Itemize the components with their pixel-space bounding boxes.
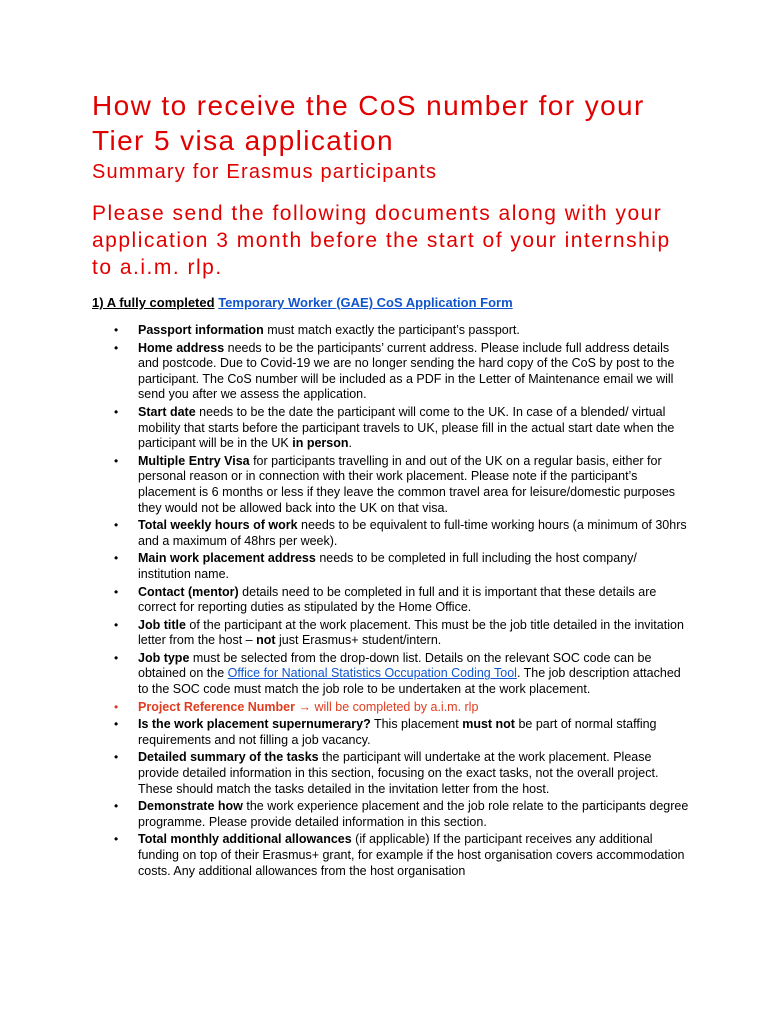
item-label: Start date bbox=[138, 404, 196, 419]
page-title: How to receive the CoS number for your Tier 5 visa application bbox=[92, 90, 645, 156]
item-text: must be selected from the drop-down list. Details on the relevant SOC code can be obtained on the bbox=[138, 650, 652, 681]
item-label: Multiple Entry Visa bbox=[138, 453, 250, 468]
bullet: • bbox=[114, 832, 119, 847]
item-text: needs to be equivalent to full-time working hours (a minimum of 30hrs and a maximum of 48hrs per week). bbox=[138, 518, 687, 548]
bullet: • bbox=[114, 617, 119, 632]
item-text: needs to be the date the participant will come to the UK. In case of a blended/ virtual mobility that starts before the participant travels to UK, please fill in the actual start date when the participant will be in the UK bbox=[138, 404, 675, 451]
item-text: needs to be completed in full including the host company/ institution name. bbox=[138, 551, 637, 581]
page-subtitle: Summary for Erasmus participants bbox=[92, 161, 438, 183]
instruction-text: Please send the following documents along with your application 3 month before the start of your internship to a.i.m. rlp. bbox=[92, 202, 671, 279]
item-label: Main work placement address bbox=[138, 551, 316, 566]
item-text: . The job description attached to the SOC code must match the job role to be undertaken at the work placement. bbox=[138, 666, 681, 697]
section-1-number: 1) A fully completed bbox=[92, 295, 215, 310]
requirements-list bbox=[92, 323, 692, 879]
list-item bbox=[92, 651, 692, 698]
bullet: • bbox=[114, 323, 119, 337]
item-text: must match exactly the participant’s passport. bbox=[263, 323, 520, 337]
list-item bbox=[92, 405, 692, 452]
item-text: the work experience placement and the job role relate to the participants degree programme. Please provide detailed information in this section. bbox=[138, 799, 689, 829]
item-label: Demonstrate how bbox=[138, 799, 243, 814]
bullet: • bbox=[114, 551, 119, 566]
application-form-link[interactable]: Temporary Worker (GAE) CoS Application Form bbox=[218, 295, 513, 310]
bullet: • bbox=[114, 699, 119, 714]
item-text: This placement bbox=[370, 717, 463, 732]
bullet: • bbox=[114, 650, 119, 665]
bullet: • bbox=[114, 799, 119, 814]
list-item bbox=[92, 700, 692, 716]
item-text: of the participant at the work placement. This must be the job title detailed in the invitation letter from the host – bbox=[138, 617, 684, 648]
list-item bbox=[92, 341, 692, 403]
bullet: • bbox=[114, 453, 119, 468]
list-item bbox=[92, 618, 692, 649]
item-text: the participant will undertake at the work placement. Please provide detailed information in this section, focusing on the exact tasks, not the overall project. These should match the tasks detailed in the invitation letter from the host. bbox=[138, 750, 659, 796]
list-item bbox=[92, 799, 692, 830]
list-item bbox=[92, 323, 692, 339]
list-item bbox=[92, 518, 692, 549]
item-label: Total monthly additional allowances bbox=[138, 832, 352, 847]
document-content bbox=[92, 88, 692, 881]
section-1-heading bbox=[92, 295, 692, 311]
list-item bbox=[92, 832, 692, 879]
item-label: Detailed summary of the tasks bbox=[138, 750, 319, 765]
item-label: Passport information bbox=[138, 323, 264, 337]
bullet: • bbox=[114, 340, 119, 355]
bullet: • bbox=[114, 584, 119, 599]
item-text: just Erasmus+ student/intern. bbox=[275, 633, 442, 648]
item-label: Is the work placement supernumerary? bbox=[138, 717, 371, 732]
item-text: . bbox=[348, 436, 352, 451]
bullet: • bbox=[114, 518, 119, 533]
list-item bbox=[92, 454, 692, 516]
item-text: details need to be completed in full and it is important that these details are correct for reporting duties as stipulated by the Home Office. bbox=[138, 584, 657, 615]
item-label: Contact (mentor) bbox=[138, 584, 239, 599]
bullet: • bbox=[114, 750, 119, 765]
item-text: (if applicable) If the participant receives any additional funding on top of their Erasmus+ grant, for example if the host organisation covers accommodation costs. Any additional allowances from the host organisation bbox=[138, 832, 685, 878]
list-item bbox=[92, 717, 692, 748]
item-text: → will be completed by a.i.m. rlp bbox=[295, 699, 479, 714]
item-label: Home address bbox=[138, 340, 225, 355]
occupation-coding-tool-link[interactable]: Office for National Statistics Occupation Coding Tool bbox=[227, 666, 517, 681]
list-item bbox=[92, 750, 692, 797]
list-item bbox=[92, 585, 692, 616]
item-label: Job type bbox=[138, 650, 190, 665]
item-emphasis: must not bbox=[462, 717, 515, 732]
bullet: • bbox=[114, 717, 119, 732]
item-text: be part of normal staffing requirements and not filling a job vacancy. bbox=[138, 717, 657, 747]
item-label: Total weekly hours of work bbox=[138, 518, 298, 533]
item-emphasis: in person bbox=[292, 436, 349, 451]
item-label: Job title bbox=[138, 617, 186, 632]
item-text: for participants travelling in and out of the UK on a regular basis, either for personal reason or in connection with their work placement. Please note if the participant’s placement is 6 months or less if they leave the common travel area for leisure/domestic purposes they would not be allowed back into the UK on that visa. bbox=[138, 453, 676, 515]
list-item bbox=[92, 551, 692, 582]
item-label: Project Reference Number bbox=[138, 699, 296, 714]
item-text: needs to be the participants’ current address. Please include full address details and postcode. Due to Covid-19 we are no longer sending the hard copy of the CoS by post to the participant. The CoS number will be included as a PDF in the Letter of Maintenance email we will send you after we assess the application. bbox=[138, 340, 675, 402]
item-emphasis: not bbox=[256, 633, 276, 648]
bullet: • bbox=[114, 404, 119, 419]
